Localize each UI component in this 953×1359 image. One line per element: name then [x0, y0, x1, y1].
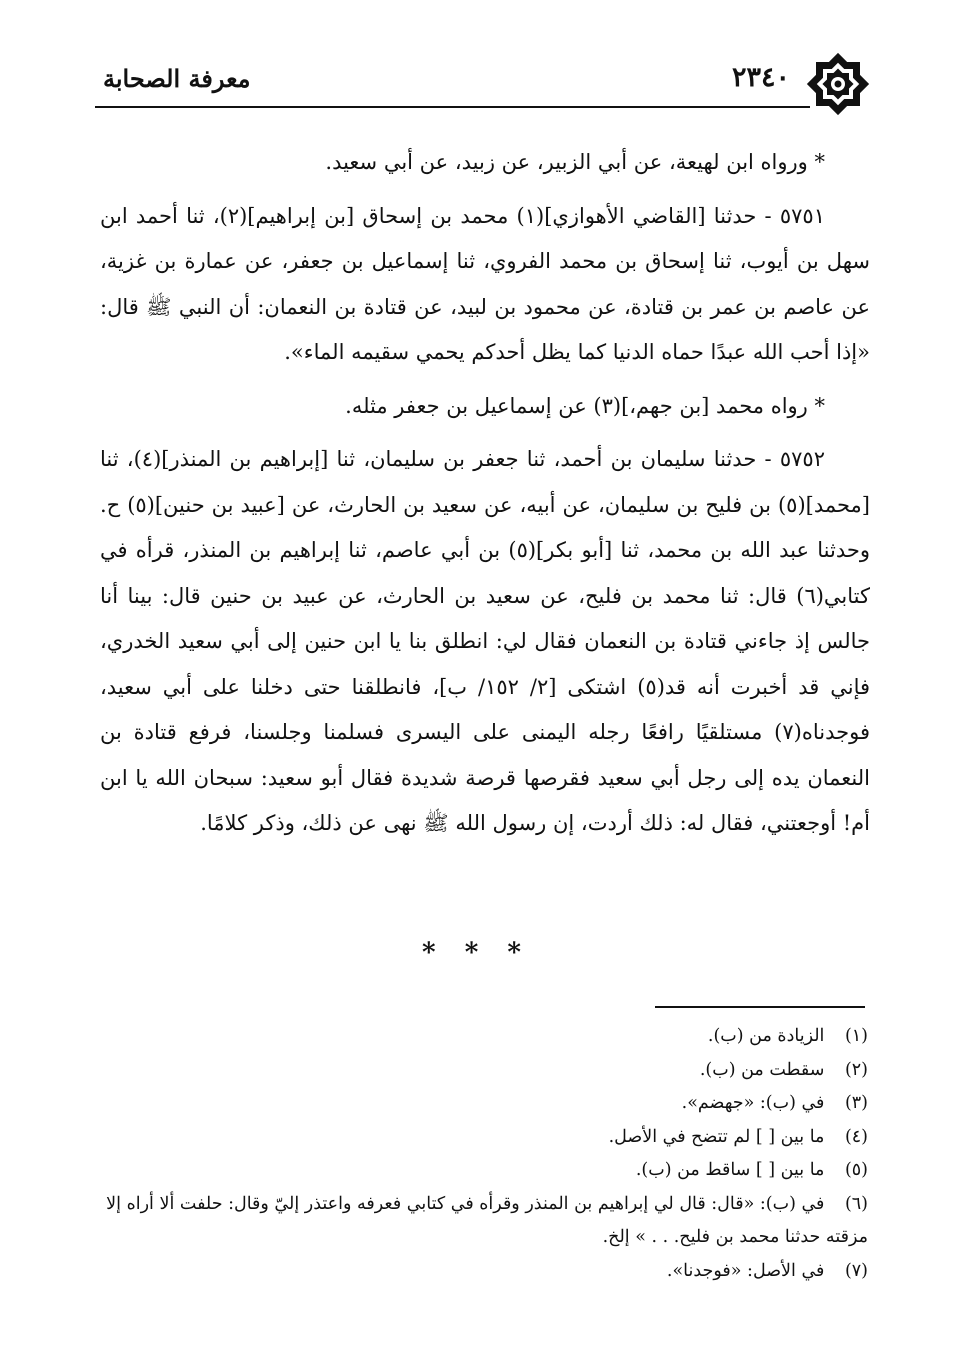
ornament-icon	[806, 52, 870, 116]
hadith-5751: ٥٧٥١ - حدثنا [القاضي الأهوازي](١) محمد بن إسحاق [بن إبراهيم](٢)، ثنا أحمد ابن سهل بن أيوب، ثنا إسحاق بن محمد الفروي، ثنا إسماعيل بن جعفر، عن عمارة بن غزية، عن عاصم بن عمر بن قتادة، عن محمود بن لبيد، عن قتادة بن النعمان: أن النبي ﷺ قال: «إذا أحب الله عبدًا حماه الدنيا كما يظل أحدكم يحمي سقيمه الماء».	[100, 203, 870, 364]
footnote-2	[100, 1054, 868, 1088]
footnote-text: في الأصل: «فوجدنا».	[666, 1260, 825, 1281]
footnote-5	[100, 1154, 868, 1188]
footnote-6	[100, 1188, 868, 1255]
footnote-number: (٤)	[844, 1126, 868, 1147]
footnote-text: ما بين [ ] لم تتضح في الأصل.	[608, 1126, 825, 1147]
footnote-3	[100, 1087, 868, 1121]
footnote-text: في (ب): «جهضم».	[681, 1093, 825, 1113]
footnote-number: (٥)	[844, 1160, 868, 1180]
footnote-number: (١)	[844, 1026, 868, 1046]
paragraph: * ورواه ابن لهيعة، عن أبي الزبير، عن زبيد، عن أبي سعيد.	[325, 150, 825, 174]
main-text	[100, 140, 870, 855]
footnote-number: (٣)	[844, 1093, 868, 1113]
section-separator: * * *	[422, 938, 531, 968]
footnotes	[100, 1020, 868, 1288]
header-divider	[95, 106, 810, 108]
footnote-1	[100, 1020, 868, 1054]
footnote-4	[100, 1121, 868, 1155]
footnote-7	[100, 1255, 868, 1289]
footnote-text: ما بين [ ] ساقط من (ب).	[635, 1160, 825, 1180]
footnote-text: الزيادة من (ب).	[707, 1026, 825, 1046]
hadith-5752: ٥٧٥٢ - حدثنا سليمان بن أحمد، ثنا جعفر بن سليمان، ثنا [إبراهيم بن المنذر](٤)، ثنا [محمد](٥) بن فليح بن سليمان، عن أبيه، عن سعيد بن الحارث، عن [عبيد بن حنين](٥) ح. وحدثنا عبد الله بن محمد، ثنا [أبو بكر](٥) بن أبي عاصم، ثنا إبراهيم بن المنذر، قرأه في كتابي(٦) قال: ثنا محمد بن فليح، عن سعيد بن الحارث، عن عبيد بن حنين قال: بينا أنا جالس إذ جاءني قتادة بن النعمان فقال لي: انطلق بنا يا ابن حنين إلى أبي سعيد الخدري، فإني قد أخبرت أنه قد(٥) اشتكى [٢/ ١٥٢/ ب]، فانطلقنا حتى دخلنا على أبي سعيد، فوجدناه(٧) مستلقيًا رافعًا رجله اليمنى على اليسرى فسلمنا وجلسنا، فرفع قتادة بن النعمان يده إلى رجل أبي سعيد فقرصها قرصة شديدة فقال أبو سعيد: سبحان الله يا ابن أم! أوجعتني، فقال له: ذلك أردت، إن رسول الله ﷺ نهى عن ذلك، وذكر كلامًا.	[100, 447, 870, 835]
footnote-number: (٦)	[844, 1193, 868, 1214]
footnote-number: (٢)	[844, 1059, 868, 1080]
running-title: معرفة الصحابة	[103, 64, 251, 93]
paragraph: * رواه محمد [بن جهم،](٣) عن إسماعيل بن جعفر مثله.	[345, 393, 825, 418]
footnote-number: (٧)	[844, 1260, 868, 1281]
footnote-divider	[655, 1006, 865, 1008]
footnote-text: سقطت من (ب).	[699, 1059, 825, 1080]
page-number: ٢٣٤٠	[731, 62, 790, 93]
footnote-text: في (ب): «قال: قال لي إبراهيم بن المنذر وقرأه في كتابي فعرفه واعتذر إليّ وقال: حلفت ألا أراه إلا مزقته حدثنا محمد بن فليح. . . » إلخ.	[106, 1193, 868, 1247]
